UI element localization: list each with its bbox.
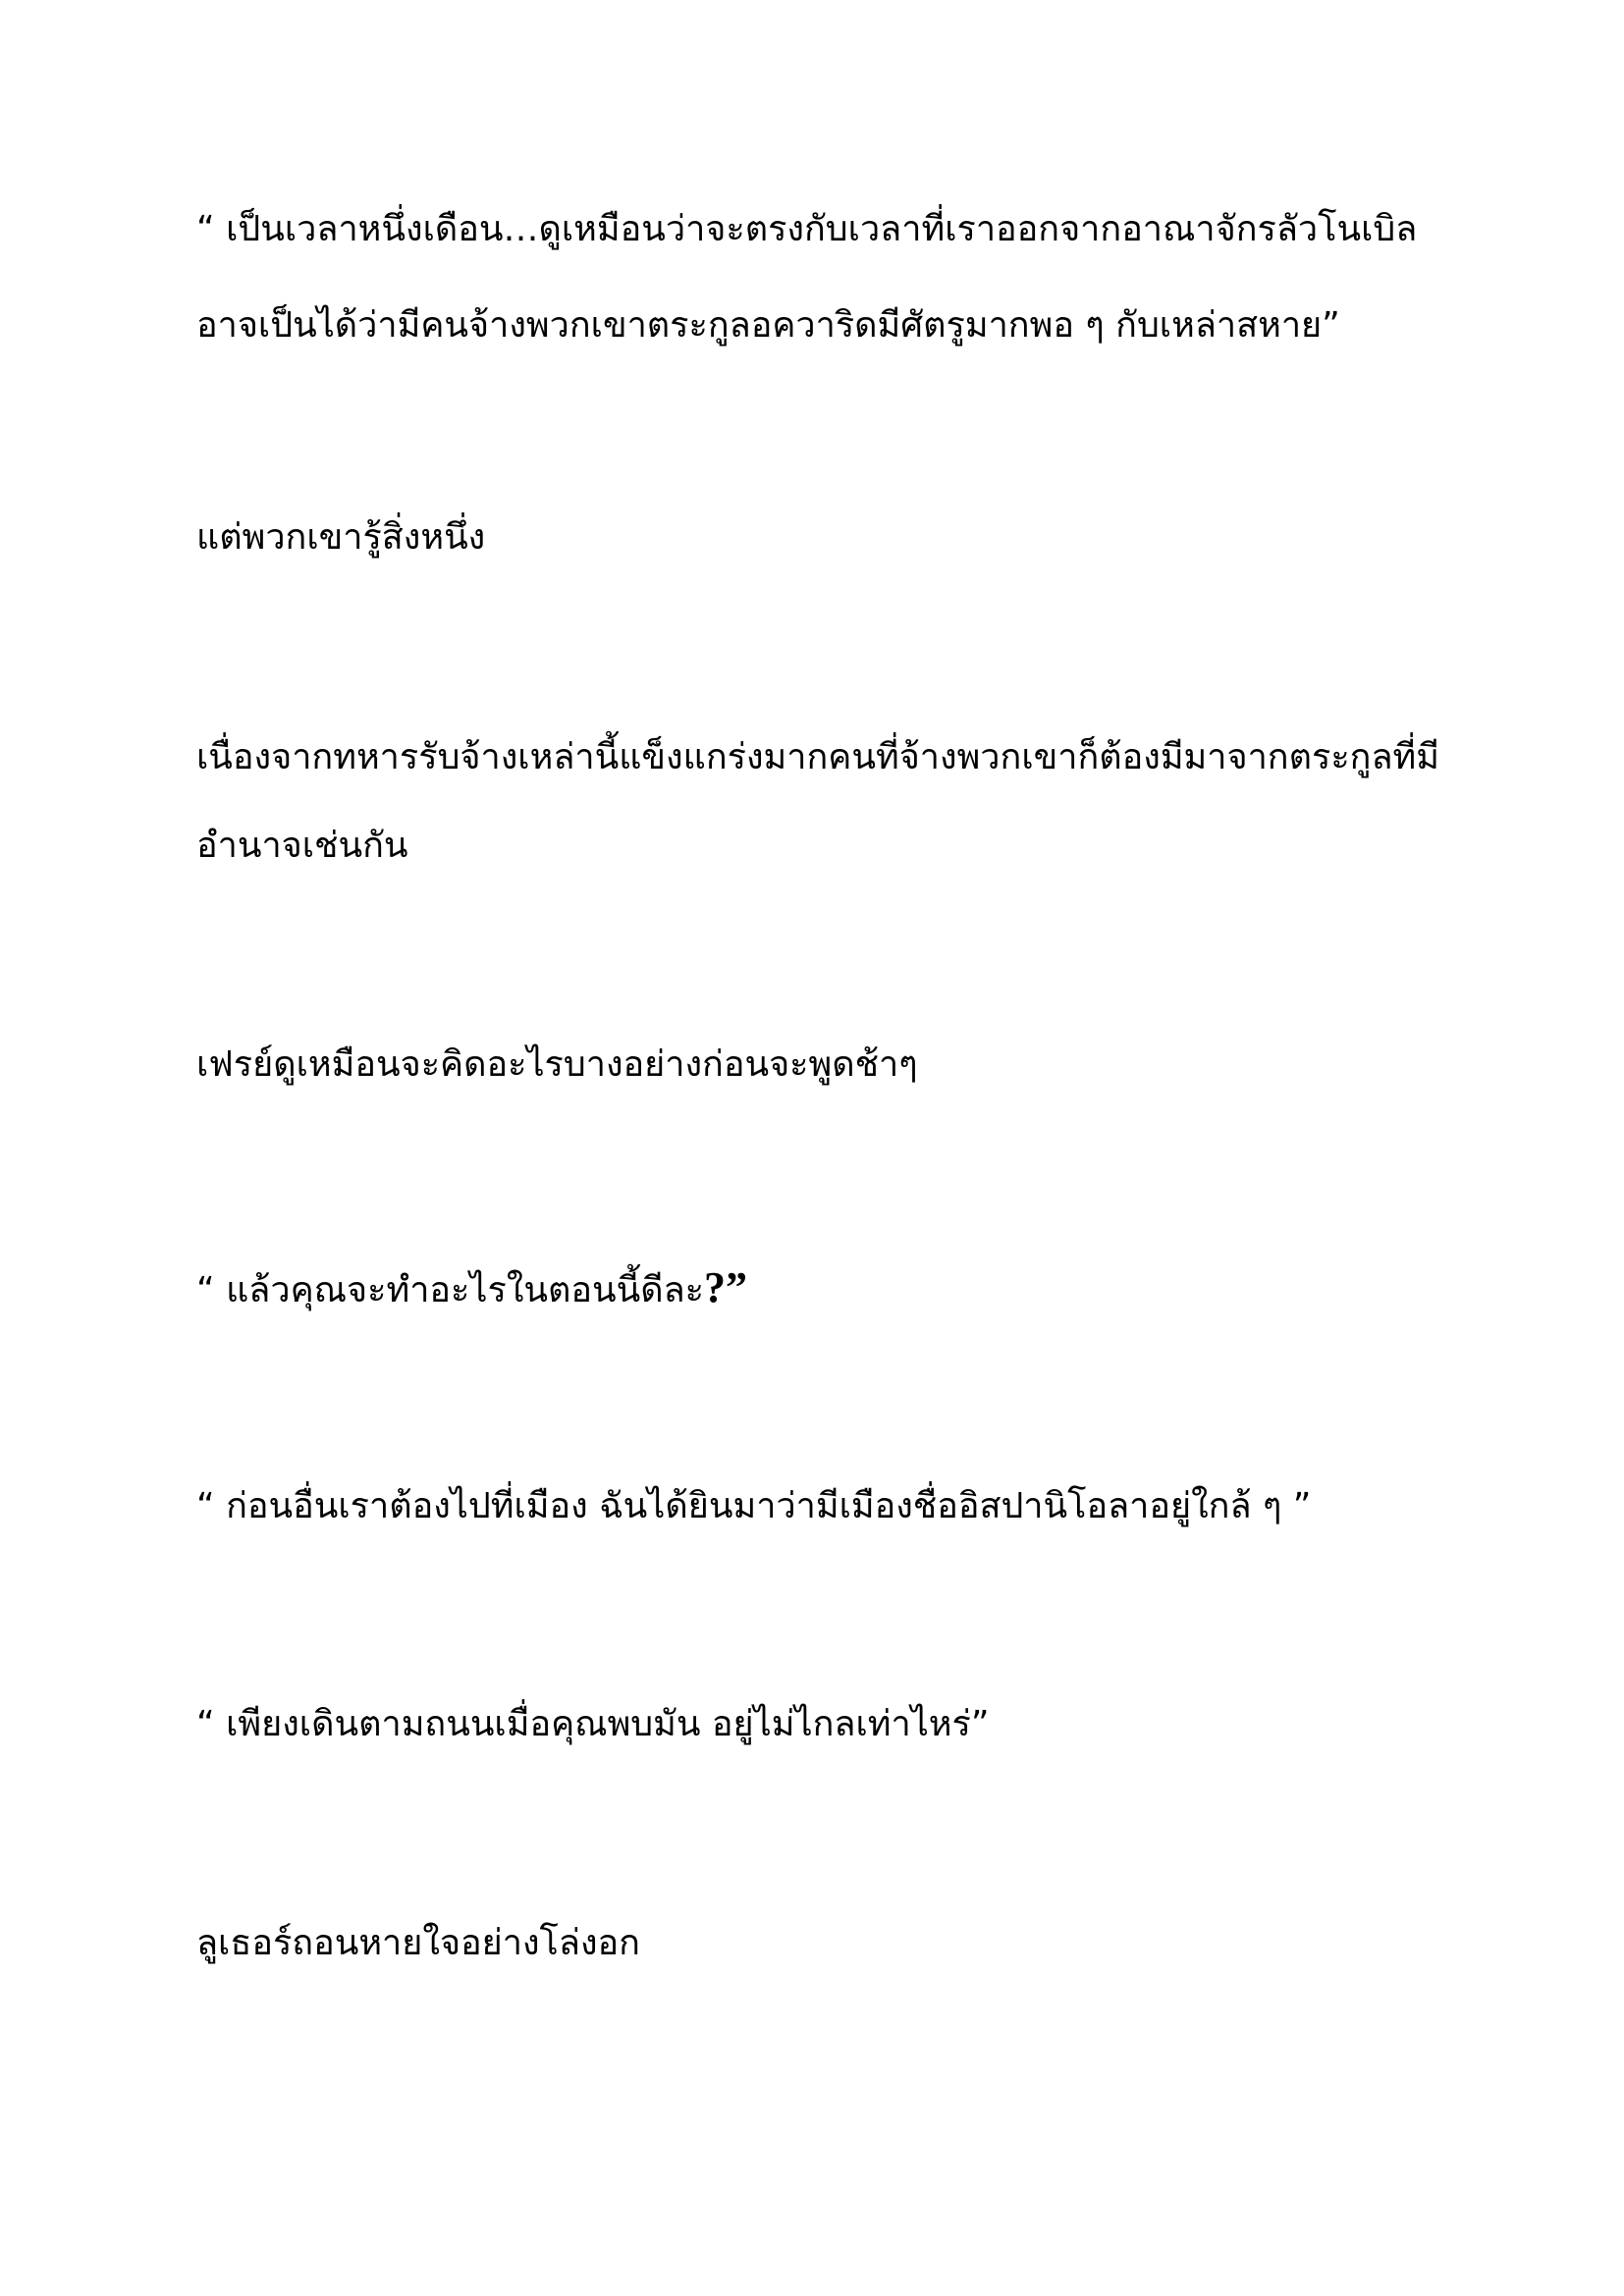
paragraph-3-line-2: อำนาจเช่นกัน (196, 826, 408, 866)
paragraph-5-question-mark: ?” (704, 1263, 748, 1311)
paragraph-1-line-2: อาจเป็นได้ว่ามีคนจ้างพวกเขาตระกูลอควาริดมีศัตรูมากพอ ๆ กับเหล่าสหาย” (196, 305, 1340, 346)
paragraph-2: แต่พวกเขารู้สิ่งหนึ่ง (196, 517, 486, 558)
paragraph-1-line-1: “ เป็นเวลาหนึ่งเดือน…ดูเหมือนว่าจะตรงกับเวลาที่เราออกจากอาณาจักรลัวโนเบิล (196, 209, 1418, 249)
paragraph-4: เฟรย์ดูเหมือนจะคิดอะไรบางอย่างก่อนจะพูดช้าๆ (196, 1044, 918, 1085)
paragraph-7: “ เพียงเดินตามถนนเมื่อคุณพบมัน อยู่ไม่ไกลเท่าไหร่” (196, 1704, 990, 1744)
paragraph-6: “ ก่อนอื่นเราต้องไปที่เมือง ฉันได้ยินมาว่ามีเมืองชื่ออิสปานิโอลาอยู่ใกล้ ๆ ” (196, 1486, 1312, 1526)
paragraph-5 (196, 1262, 1473, 1314)
paragraph-3-line-1: เนื่องจากทหารรับจ้างเหล่านี้แข็งแกร่งมากคนที่จ้างพวกเขาก็ต้องมีมาจากตระกูลที่มี (196, 737, 1439, 777)
paragraph-5-text: “ แล้วคุณจะทำอะไรในตอนนี้ดีละ (196, 1270, 705, 1310)
paragraph-8: ลูเธอร์ถอนหายใจอย่างโล่งอก (196, 1923, 640, 1963)
